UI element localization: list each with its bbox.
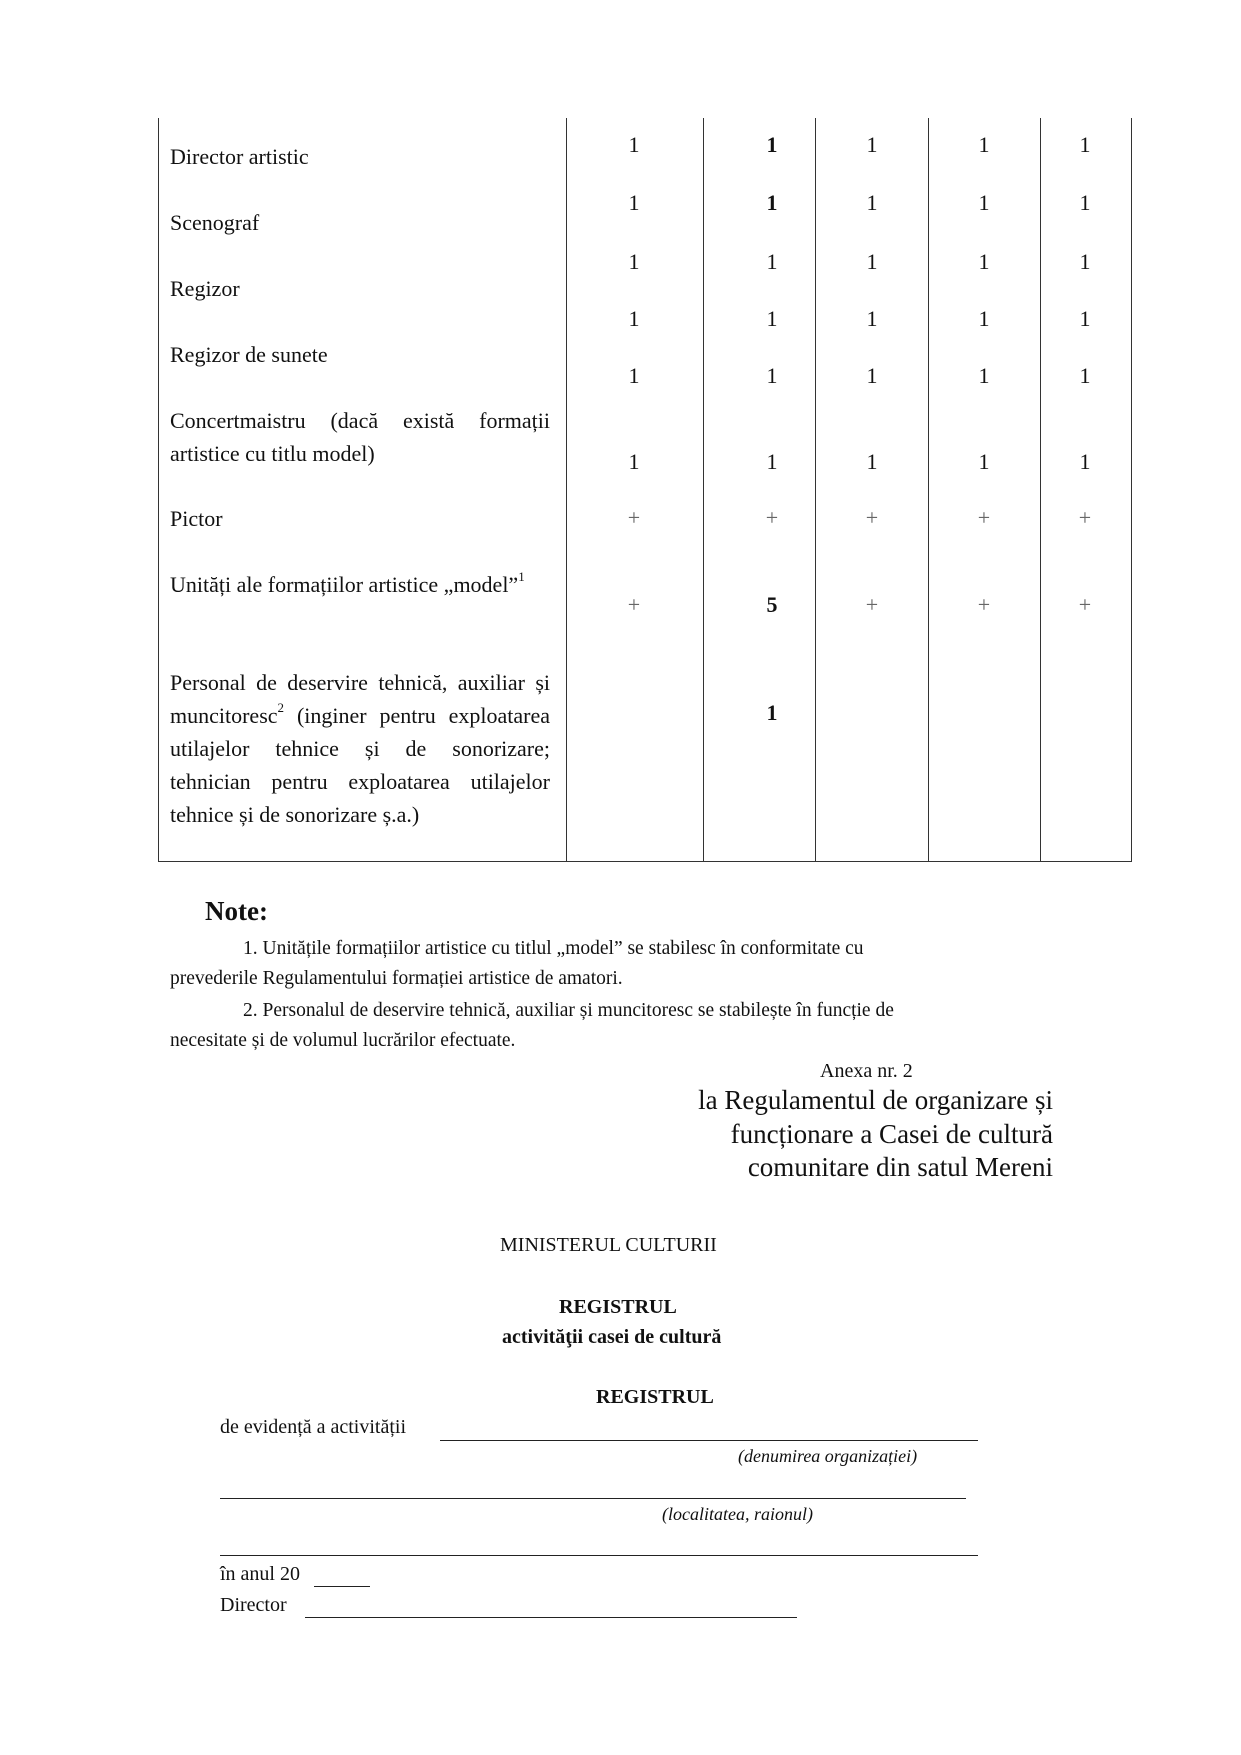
table-cell-value: 1 — [1079, 306, 1091, 331]
table-cell-value: + — [1078, 592, 1092, 617]
year-label: în anul 20 — [220, 1563, 300, 1585]
table-border-right — [1131, 118, 1132, 862]
column-divider — [703, 118, 704, 862]
table-cell-value: 1 — [766, 700, 778, 725]
table-cell-value: 1 — [628, 449, 640, 474]
row-label-regizor-de-sunete: Regizor de sunete — [170, 342, 328, 367]
table-cell-value: 1 — [978, 249, 990, 274]
table-cell-value: 1 — [1079, 132, 1091, 157]
table-cell-value: 1 — [628, 363, 640, 388]
table-cell-value: 1 — [866, 363, 878, 388]
table-cell-value: + — [1078, 505, 1092, 530]
table-cell-value: + — [627, 505, 641, 530]
row-label-regizor: Regizor — [170, 276, 240, 301]
table-cell-value: 1 — [766, 190, 778, 215]
evidence-label: de evidență a activității — [220, 1416, 407, 1438]
table-cell-value: + — [627, 592, 641, 617]
register-subtitle: activităţii casei de cultură — [502, 1326, 722, 1348]
table-cell-value: 1 — [866, 306, 878, 331]
table-cell-value: 1 — [1079, 190, 1091, 215]
table-cell-value: 1 — [1079, 449, 1091, 474]
row-label-personal-deservire — [170, 666, 550, 831]
column-divider — [928, 118, 929, 862]
note-2-line-1: 2. Personalul de deservire tehnică, auxiliar și muncitoresc se stabilește în funcție de — [243, 1000, 894, 1021]
ministry-name: MINISTERUL CULTURII — [500, 1234, 717, 1256]
table-cell-value: 1 — [978, 306, 990, 331]
notes-title: Note: — [205, 896, 268, 926]
label-text: (inginer pentru exploatarea utilajelor tehnice și de sonorizare; tehnician pentru exploatarea utilajelor tehnice și de sonorizare ș.a.) — [170, 703, 550, 827]
table-cell-value: 1 — [866, 132, 878, 157]
table-cell-value: + — [977, 592, 991, 617]
table-cell-value: 1 — [628, 132, 640, 157]
table-cell-value: 1 — [766, 249, 778, 274]
organization-name-field[interactable] — [440, 1440, 978, 1441]
organization-name-hint: (denumirea organizației) — [738, 1446, 918, 1466]
table-cell-value: 1 — [1079, 363, 1091, 388]
label-text: Unități ale formațiilor artistice „model” — [170, 572, 519, 597]
table-cell-value: 1 — [628, 306, 640, 331]
footnote-ref: 2 — [277, 699, 285, 715]
table-cell-value: 5 — [766, 592, 778, 617]
label-text: Personal de deservire tehnică, auxiliar și muncitoresc — [170, 670, 550, 728]
director-field[interactable] — [305, 1617, 797, 1618]
table-cell-value: 1 — [866, 190, 878, 215]
table-cell-value: 1 — [978, 363, 990, 388]
table-cell-value: 1 — [978, 132, 990, 157]
table-cell-value: 1 — [766, 449, 778, 474]
table-cell-value: + — [865, 592, 879, 617]
table-cell-value: + — [977, 505, 991, 530]
extra-line-field[interactable] — [220, 1555, 978, 1556]
note-1-line-1: 1. Unitățile formațiilor artistice cu titlul „model” se stabilesc în conformitate cu — [243, 938, 864, 959]
row-label-concertmaistru: Concertmaistru (dacă există formații artistice cu titlu model) — [170, 408, 550, 466]
table-cell-value: 1 — [766, 363, 778, 388]
table-cell-value: 1 — [866, 249, 878, 274]
table-cell-value: 1 — [1079, 249, 1091, 274]
table-cell-value: + — [865, 505, 879, 530]
note-2-line-2: necesitate și de volumul lucrărilor efectuate. — [170, 1030, 516, 1051]
register-title: REGISTRUL — [559, 1296, 677, 1318]
table-cell-value: 1 — [978, 449, 990, 474]
table-border-left — [158, 118, 159, 862]
annex-line-2: funcționare a Casei de cultură — [730, 1119, 1053, 1149]
annex-line-3: comunitare din satul Mereni — [747, 1152, 1053, 1182]
row-label-pictor: Pictor — [170, 506, 223, 531]
annex-number: Anexa nr. 2 — [820, 1060, 913, 1082]
table-cell-value: 1 — [628, 249, 640, 274]
row-label-unitati-model — [170, 568, 550, 601]
register-title-2: REGISTRUL — [596, 1386, 714, 1408]
table-border-bottom — [158, 861, 1132, 862]
table-cell-value: 1 — [866, 449, 878, 474]
locality-hint: (localitatea, raionul) — [662, 1504, 813, 1524]
table-cell-value: 1 — [628, 190, 640, 215]
table-cell-value: 1 — [766, 306, 778, 331]
footnote-ref: 1 — [518, 568, 525, 584]
year-field[interactable] — [314, 1586, 370, 1587]
column-divider — [1040, 118, 1041, 862]
annex-line-1: la Regulamentul de organizare și — [698, 1085, 1053, 1115]
row-label-scenograf: Scenograf — [170, 210, 260, 235]
row-label-director-artistic: Director artistic — [170, 144, 309, 169]
table-cell-value: 1 — [978, 190, 990, 215]
staffing-table — [158, 118, 1132, 862]
locality-field[interactable] — [220, 1498, 966, 1499]
director-label: Director — [220, 1594, 287, 1616]
table-cell-value: 1 — [766, 132, 778, 157]
column-divider — [815, 118, 816, 862]
table-cell-value: + — [765, 505, 779, 530]
note-1-line-2: prevederile Regulamentului formației artistice de amatori. — [170, 968, 623, 989]
column-divider — [566, 118, 567, 862]
